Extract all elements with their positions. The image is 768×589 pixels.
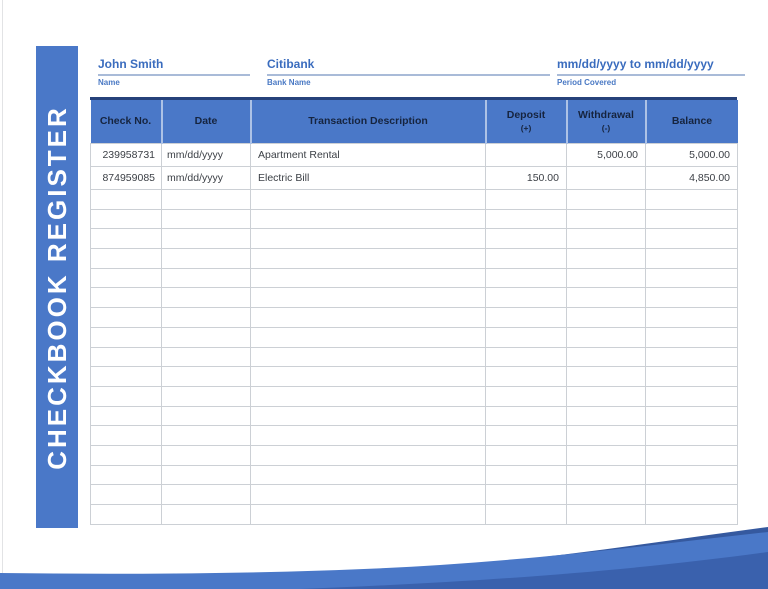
cell-empty[interactable] [91,268,162,288]
cell-empty[interactable] [162,505,251,525]
table-row [91,167,738,190]
period-covered-label: Period Covered [557,78,617,87]
cell-empty[interactable] [646,386,738,406]
cell-empty[interactable] [567,190,646,210]
table-row-empty [91,288,738,308]
table-header-row [91,100,738,144]
col-header-date: Date [162,100,251,144]
cell-empty[interactable] [251,485,486,505]
cell-empty[interactable] [251,426,486,446]
name-label: Name [98,78,120,87]
cell-empty[interactable] [162,445,251,465]
table-row [91,144,738,167]
cell-empty[interactable] [486,485,567,505]
cell-withdrawal[interactable] [567,167,646,190]
cell-empty[interactable] [486,268,567,288]
page-title: CHECKBOOK REGISTER [41,104,72,470]
table-row-empty [91,190,738,210]
cell-description[interactable]: Electric Bill [251,167,486,190]
cell-empty[interactable] [646,445,738,465]
cell-empty[interactable] [91,406,162,426]
cell-empty[interactable] [162,229,251,249]
col-header-deposit: Deposit (+) [486,100,567,144]
col-header-withdrawal: Withdrawal (-) [567,100,646,144]
cell-empty[interactable] [91,288,162,308]
cell-empty[interactable] [567,347,646,367]
cell-empty[interactable] [162,485,251,505]
cell-empty[interactable] [646,367,738,387]
name-field [98,57,250,87]
cell-empty[interactable] [567,406,646,426]
cell-empty[interactable] [91,209,162,229]
cell-empty[interactable] [162,465,251,485]
table-row-empty [91,505,738,525]
cell-empty[interactable] [91,229,162,249]
table-row-empty [91,445,738,465]
cell-balance[interactable]: 5,000.00 [646,144,738,167]
cell-empty[interactable] [646,465,738,485]
cell-empty[interactable] [91,505,162,525]
cell-empty[interactable] [486,445,567,465]
register-table [90,97,737,525]
cell-empty[interactable] [162,209,251,229]
cell-empty[interactable] [567,426,646,446]
cell-date[interactable]: mm/dd/yyyy [162,167,251,190]
cell-empty[interactable] [162,288,251,308]
cell-deposit[interactable]: 150.00 [486,167,567,190]
cell-empty[interactable] [91,327,162,347]
cell-empty[interactable] [162,190,251,210]
cell-empty[interactable] [486,190,567,210]
cell-empty[interactable] [91,465,162,485]
table-row-empty [91,308,738,328]
cell-empty[interactable] [251,249,486,269]
cell-empty[interactable] [646,426,738,446]
name-value[interactable]: John Smith [98,57,250,76]
cell-empty[interactable] [486,465,567,485]
cell-deposit[interactable] [486,144,567,167]
cell-check-no[interactable]: 239958731 [91,144,162,167]
cell-empty[interactable] [646,209,738,229]
cell-empty[interactable] [251,445,486,465]
cell-empty[interactable] [91,485,162,505]
cell-empty[interactable] [646,406,738,426]
table-row-empty [91,229,738,249]
cell-empty[interactable] [486,308,567,328]
cell-empty[interactable] [251,347,486,367]
cell-empty[interactable] [646,327,738,347]
cell-empty[interactable] [251,308,486,328]
table-row-empty [91,347,738,367]
cell-empty[interactable] [646,505,738,525]
bottom-swoosh-decoration [0,527,768,589]
cell-empty[interactable] [251,268,486,288]
bank-name-value[interactable]: Citibank [267,57,550,76]
cell-empty[interactable] [567,268,646,288]
cell-empty[interactable] [486,288,567,308]
cell-empty[interactable] [567,249,646,269]
cell-empty[interactable] [646,190,738,210]
cell-empty[interactable] [91,445,162,465]
cell-balance[interactable]: 4,850.00 [646,167,738,190]
cell-empty[interactable] [486,327,567,347]
cell-empty[interactable] [91,386,162,406]
cell-empty[interactable] [91,367,162,387]
cell-empty[interactable] [567,445,646,465]
table-row-empty [91,386,738,406]
cell-empty[interactable] [251,190,486,210]
table-row-empty [91,209,738,229]
cell-empty[interactable] [567,485,646,505]
cell-empty[interactable] [251,209,486,229]
cell-empty[interactable] [162,367,251,387]
cell-empty[interactable] [251,288,486,308]
cell-empty[interactable] [646,268,738,288]
cell-empty[interactable] [162,386,251,406]
cell-empty[interactable] [162,268,251,288]
cell-empty[interactable] [162,406,251,426]
cell-empty[interactable] [567,327,646,347]
period-covered-value[interactable]: mm/dd/yyyy to mm/dd/yyyy [557,57,745,76]
cell-description[interactable]: Apartment Rental [251,144,486,167]
table-row-empty [91,426,738,446]
cell-empty[interactable] [91,426,162,446]
cell-empty[interactable] [567,505,646,525]
cell-empty[interactable] [486,229,567,249]
cell-empty[interactable] [251,386,486,406]
header-fields [0,57,768,97]
cell-empty[interactable] [646,347,738,367]
cell-empty[interactable] [486,505,567,525]
cell-empty[interactable] [486,249,567,269]
cell-empty[interactable] [486,209,567,229]
cell-date[interactable]: mm/dd/yyyy [162,144,251,167]
cell-empty[interactable] [646,249,738,269]
cell-empty[interactable] [567,308,646,328]
table-row-empty [91,327,738,347]
cell-empty[interactable] [486,406,567,426]
table-row-empty [91,249,738,269]
col-header-description: Transaction Description [251,100,486,144]
cell-empty[interactable] [251,229,486,249]
cell-empty[interactable] [486,426,567,446]
cell-empty[interactable] [646,288,738,308]
cell-empty[interactable] [486,347,567,367]
cell-empty[interactable] [91,347,162,367]
table-row-empty [91,406,738,426]
cell-empty[interactable] [567,465,646,485]
cell-empty[interactable] [567,386,646,406]
table-row-empty [91,465,738,485]
cell-empty[interactable] [251,367,486,387]
cell-empty[interactable] [646,485,738,505]
cell-empty[interactable] [91,190,162,210]
cell-withdrawal[interactable]: 5,000.00 [567,144,646,167]
col-header-check-no: Check No. [91,100,162,144]
cell-empty[interactable] [162,327,251,347]
cell-empty[interactable] [91,249,162,269]
cell-empty[interactable] [162,426,251,446]
cell-empty[interactable] [162,308,251,328]
table-row-empty [91,268,738,288]
cell-empty[interactable] [162,347,251,367]
cell-empty[interactable] [486,386,567,406]
cell-empty[interactable] [567,229,646,249]
cell-empty[interactable] [486,367,567,387]
cell-empty[interactable] [567,209,646,229]
cell-empty[interactable] [646,308,738,328]
cell-empty[interactable] [91,308,162,328]
cell-empty[interactable] [567,288,646,308]
sidebar-banner [36,46,78,528]
table-row-empty [91,367,738,387]
cell-empty[interactable] [251,327,486,347]
bank-name-label: Bank Name [267,78,311,87]
cell-empty[interactable] [251,406,486,426]
cell-empty[interactable] [646,229,738,249]
cell-check-no[interactable]: 874959085 [91,167,162,190]
cell-empty[interactable] [162,249,251,269]
cell-empty[interactable] [251,465,486,485]
table-row-empty [91,485,738,505]
period-covered-field [557,57,745,87]
cell-empty[interactable] [567,367,646,387]
col-header-balance: Balance [646,100,738,144]
cell-empty[interactable] [251,505,486,525]
bank-name-field [267,57,550,87]
